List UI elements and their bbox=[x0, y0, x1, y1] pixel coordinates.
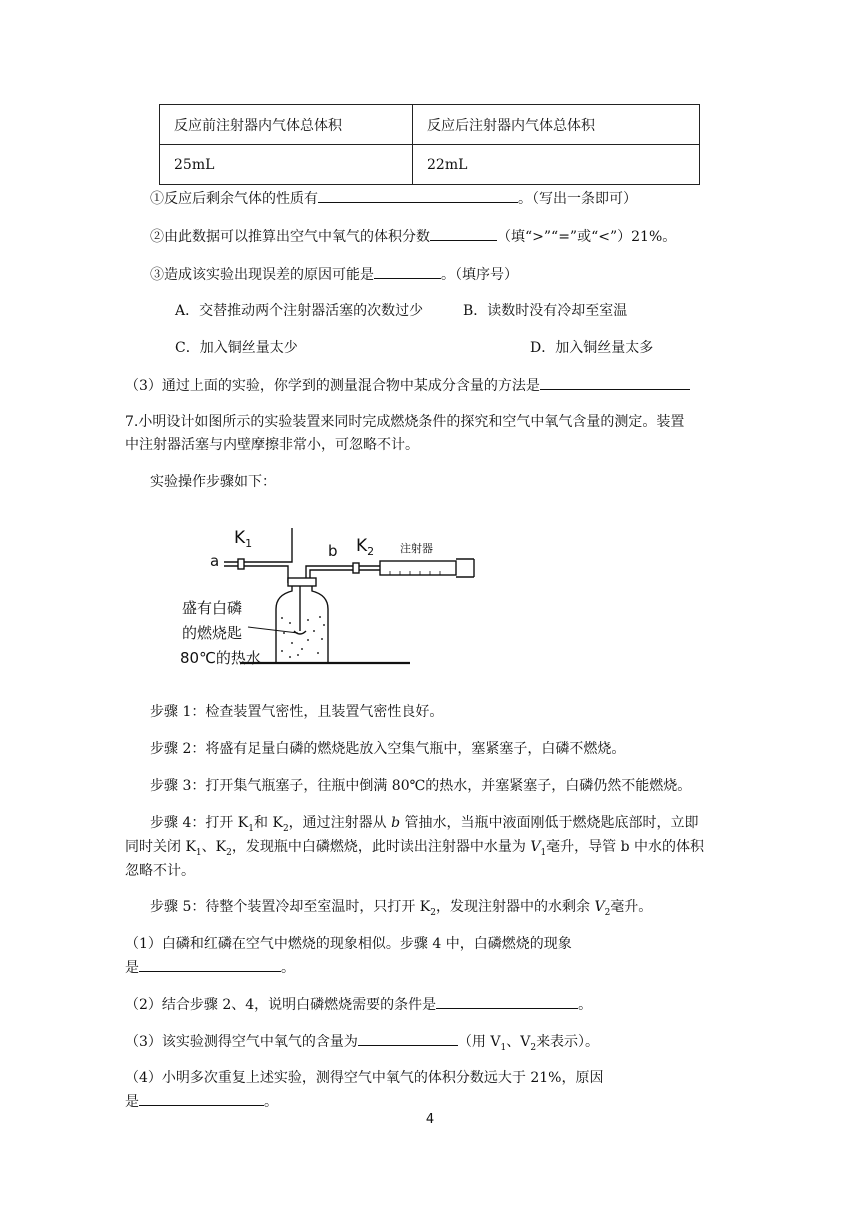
answer-blank[interactable] bbox=[139, 1091, 264, 1106]
syringe-plunger-icon bbox=[456, 559, 474, 577]
b-label: b bbox=[328, 542, 338, 560]
hot-water-icon bbox=[281, 616, 325, 658]
label-pointer bbox=[248, 627, 298, 633]
question-6-2-1: ①反应后剩余气体的性质有 。（写出一条即可） bbox=[150, 188, 637, 209]
option-d: D．加入铜丝量太多 bbox=[530, 340, 654, 356]
answer-blank[interactable] bbox=[358, 1031, 458, 1046]
question-7-1-line1: （1）白磷和红磷在空气中燃烧的现象相似。步骤 4 中，白磷燃烧的现象 bbox=[125, 936, 572, 952]
table-row bbox=[160, 145, 700, 185]
tube-b bbox=[306, 566, 380, 583]
step-3: 步骤 3：打开集气瓶塞子，往瓶中倒满 80℃的热水，并塞紧塞子，白磷仍然不能燃烧。 bbox=[150, 778, 692, 794]
question-6-3: （3）通过上面的实验，你学到的测量混合物中某成分含量的方法是 bbox=[125, 375, 690, 396]
syringe-icon bbox=[380, 561, 456, 575]
spoon-label-line2: 的燃烧匙 bbox=[182, 624, 243, 642]
apparatus-diagram bbox=[180, 523, 480, 673]
answer-blank[interactable] bbox=[318, 188, 518, 203]
step-2: 步骤 2：将盛有足量白磷的燃烧匙放入空集气瓶中，塞紧塞子，白磷不燃烧。 bbox=[150, 741, 626, 757]
step-4-line2: 同时关闭 $K_1$、$K_2$，发现瓶中白磷燃烧，此时读出注射器中水量为 $V_1$毫升，导管 b 中水的体积 bbox=[125, 839, 705, 858]
table-header-before: 反应前注射器内气体总体积 bbox=[160, 105, 413, 145]
question-7-2: （2）结合步骤 2、4，说明白磷燃烧需要的条件是 。 bbox=[125, 994, 592, 1015]
table-header-row bbox=[160, 105, 700, 145]
page-number: 4 bbox=[425, 1112, 435, 1127]
answer-blank[interactable] bbox=[436, 994, 578, 1009]
gas-bottle-icon bbox=[276, 586, 328, 663]
table-header-after: 反应后注射器内气体总体积 bbox=[413, 105, 700, 145]
question-6-2-2: ②由此数据可以推算出空气中氧气的体积分数 （填“>”“=”或“<”）21%。 bbox=[150, 226, 676, 247]
water-label: 80℃的热水 bbox=[180, 649, 261, 667]
spoon-label-line1: 盛有白磷 bbox=[182, 599, 243, 617]
step-5: 步骤 5：待整个装置冷却至室温时，只打开 $K_2$，发现注射器中的水剩余 $V_2$毫升。 bbox=[150, 899, 653, 918]
steps-intro: 实验操作步骤如下： bbox=[150, 474, 276, 490]
question-7-stem-line1: 7.小明设计如图所示的实验装置来同时完成燃烧条件的探究和空气中氧气含量的测定。装置 bbox=[125, 414, 685, 430]
question-7-4-line1: （4）小明多次重复上述实验，测得空气中氧气的体积分数远大于 21%，原因 bbox=[125, 1070, 604, 1086]
step-4-line1: 步骤 4：打开 $K_1$和 $K_2$，通过注射器从 b 管抽水，当瓶中液面刚低于燃烧匙底部时，立即 bbox=[150, 815, 699, 834]
k1-valve-icon bbox=[238, 559, 244, 569]
k2-valve-icon bbox=[353, 563, 359, 573]
syringe-label: 注射器 bbox=[400, 542, 433, 555]
table-cell-after: 22mL bbox=[413, 145, 700, 185]
a-label: a bbox=[210, 552, 220, 570]
answer-blank[interactable] bbox=[430, 226, 497, 241]
question-7-1-line2: 是 。 bbox=[125, 957, 295, 978]
option-a: A．交替推动两个注射器活塞的次数过少 bbox=[175, 303, 424, 319]
step-1: 步骤 1：检查装置气密性，且装置气密性良好。 bbox=[150, 704, 444, 720]
table-cell-before: 25mL bbox=[160, 145, 413, 185]
answer-blank[interactable] bbox=[540, 375, 690, 390]
volume-table bbox=[159, 104, 700, 185]
tube-b-inner bbox=[310, 570, 380, 583]
question-6-2-3: ③造成该实验出现误差的原因可能是 。（填序号） bbox=[150, 264, 518, 285]
question-7-stem-line2: 中注射器活塞与内壁摩擦非常小，可忽略不计。 bbox=[125, 437, 419, 453]
k2-label: $K_2$ bbox=[356, 536, 375, 558]
answer-blank[interactable] bbox=[374, 264, 441, 279]
answer-blank[interactable] bbox=[139, 957, 281, 972]
step-4-line3: 忽略不计。 bbox=[125, 863, 195, 879]
option-c: C．加入铜丝量太少 bbox=[175, 340, 298, 356]
question-7-4-line2: 是 。 bbox=[125, 1091, 278, 1112]
k1-label: $K_1$ bbox=[234, 528, 253, 550]
question-7-3: （3）该实验测得空气中氧气的含量为 （用 $V_1$、$V_2$来表示）。 bbox=[125, 1031, 599, 1058]
stopper-icon bbox=[288, 578, 316, 586]
tube-a-inner bbox=[224, 566, 288, 583]
option-b: B．读数时没有冷却至室温 bbox=[463, 303, 628, 319]
